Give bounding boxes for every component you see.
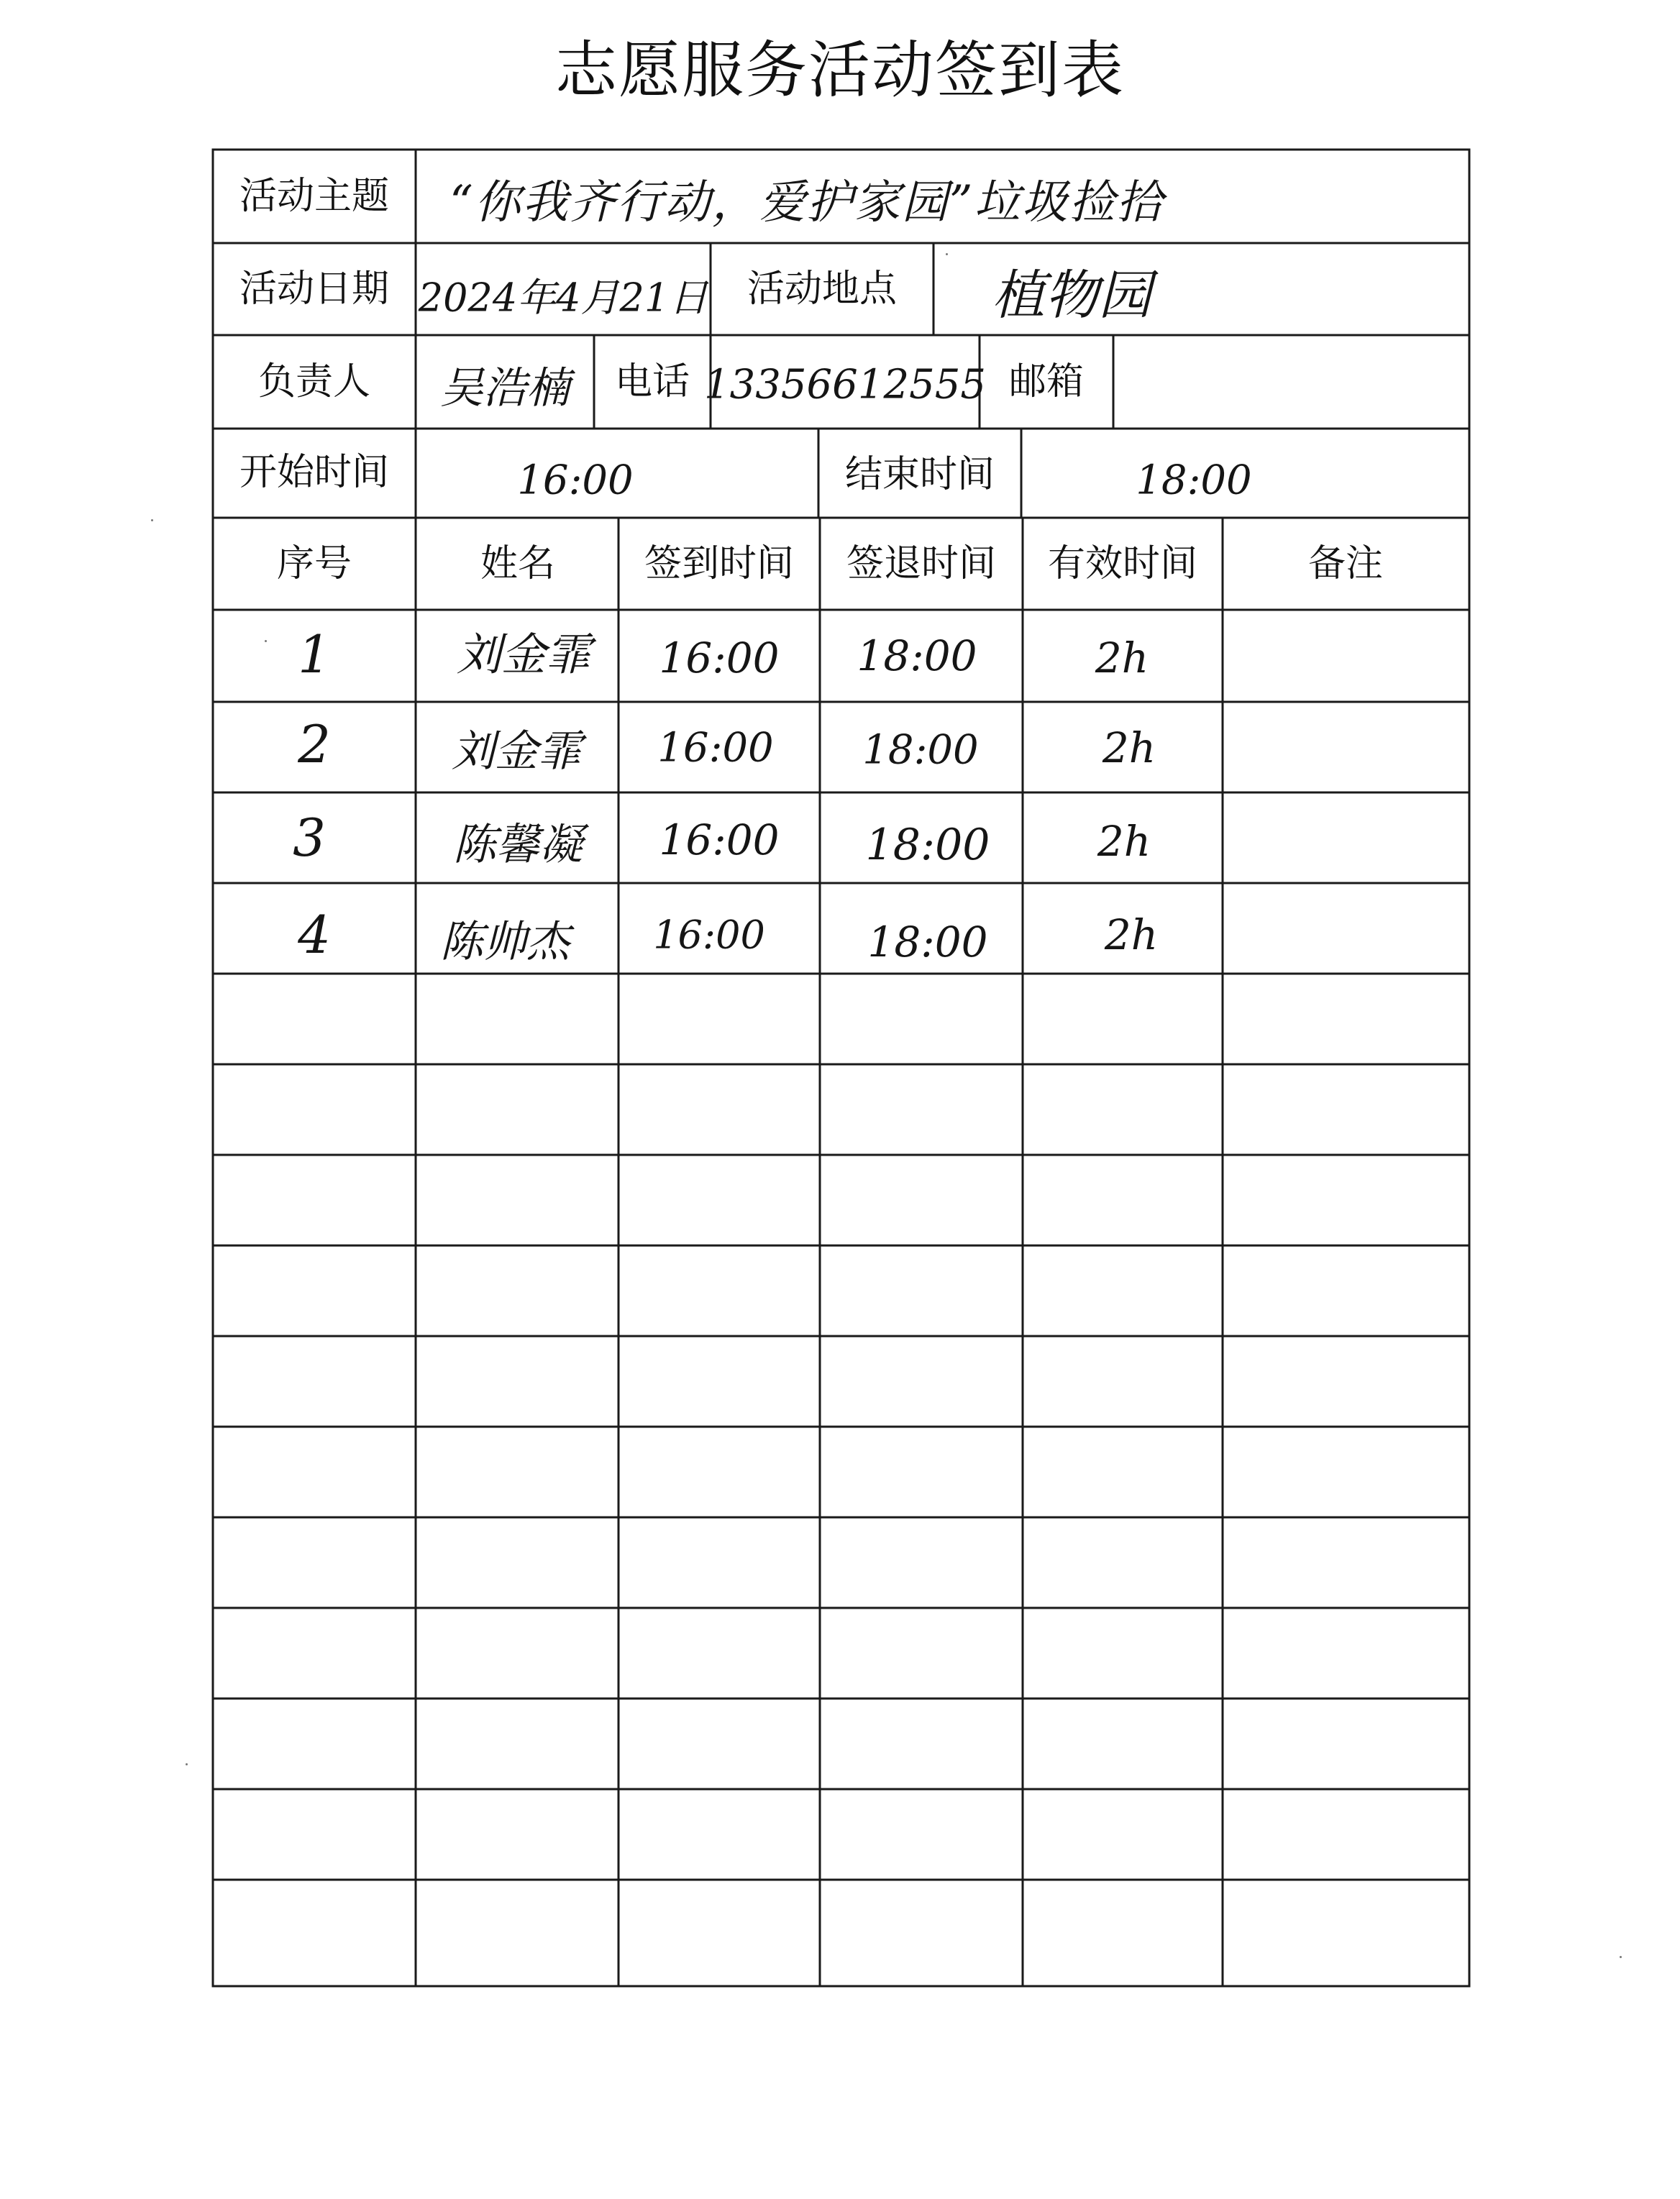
date-label: 活动日期 <box>239 268 390 311</box>
row-2-sign-in: 16:00 <box>657 724 774 772</box>
row-2-name: 刘金霏 <box>452 726 581 777</box>
row-2-number: 2 <box>298 714 331 774</box>
theme-value: “你我齐行动，爱护家园”垃圾捡拾 <box>449 176 1164 229</box>
end-time-label: 结束时间 <box>844 453 995 496</box>
row-4-name: 陈帅杰 <box>440 917 570 967</box>
phone-value: 13356612555 <box>704 361 986 408</box>
column-header-sign-in: 签到时间 <box>644 542 795 585</box>
phone-label: 电话 <box>614 360 690 403</box>
leader-label: 负责人 <box>257 360 371 403</box>
row-4-sign-out: 18:00 <box>867 918 988 966</box>
column-header-note: 备注 <box>1307 542 1384 585</box>
scan-speck <box>265 640 267 642</box>
row-3-number: 3 <box>293 808 326 868</box>
leader-value: 吴浩楠 <box>440 363 570 413</box>
document-title: 志愿服务活动签到表 <box>555 35 1125 106</box>
column-header-number: 序号 <box>276 542 352 585</box>
scan-speck <box>186 1763 188 1765</box>
location-value: 植物园 <box>992 265 1151 326</box>
row-4-number: 4 <box>298 905 331 965</box>
end-time-value: 18:00 <box>1136 457 1252 504</box>
row-1-hours: 2h <box>1095 634 1149 682</box>
row-4-sign-in: 16:00 <box>653 912 765 958</box>
scan-speck <box>1620 1956 1622 1958</box>
row-1-name: 刘金霏 <box>456 628 591 681</box>
row-4-hours: 2h <box>1104 910 1159 959</box>
start-time-label: 开始时间 <box>239 451 390 494</box>
row-3-name: 陈馨凝 <box>453 820 583 870</box>
table-outer-border <box>213 150 1469 1986</box>
row-1-sign-in: 16:00 <box>659 634 780 682</box>
row-3-hours: 2h <box>1097 817 1151 866</box>
row-1-sign-out: 18:00 <box>857 631 977 680</box>
start-time-value: 16:00 <box>517 457 634 504</box>
row-2-hours: 2h <box>1102 723 1156 772</box>
scan-speck <box>946 253 948 255</box>
column-header-sign-out: 签退时间 <box>846 542 997 585</box>
date-value: 2024年4月21日 <box>418 275 708 321</box>
row-3-sign-in: 16:00 <box>659 815 780 864</box>
location-label: 活动地点 <box>747 268 898 311</box>
row-2-sign-out: 18:00 <box>862 726 979 774</box>
column-header-name: 姓名 <box>480 542 556 585</box>
row-3-sign-out: 18:00 <box>865 820 990 870</box>
email-label: 邮箱 <box>1008 360 1085 403</box>
theme-label: 活动主题 <box>239 175 390 218</box>
row-1-number: 1 <box>298 624 331 685</box>
scan-speck <box>151 519 153 521</box>
column-header-hours: 有效时间 <box>1047 542 1198 585</box>
